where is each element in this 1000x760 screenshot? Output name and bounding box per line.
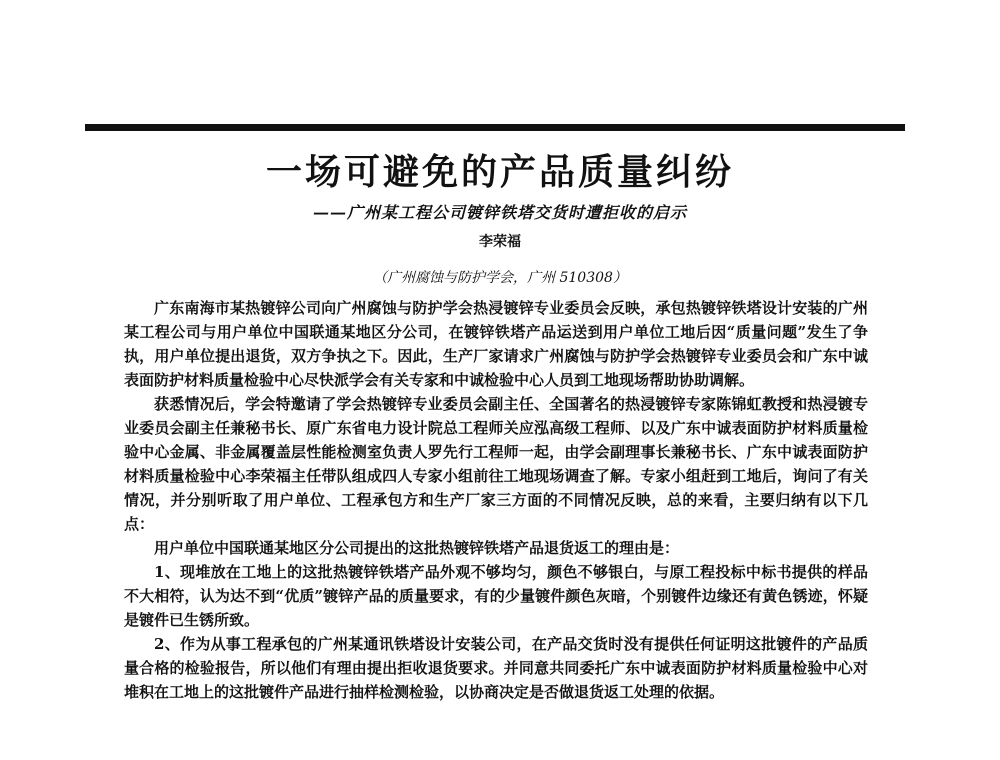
paragraph-2: 获悉情况后，学会特邀请了学会热镀锌专业委员会副主任、全国著名的热浸镀锌专家陈锦虹教授和热浸镀专业委员会副主任兼秘书长、原广东省电力设计院总工程师关应泓高级工程师、以及广东中诚表面防护材料质量检验中心金属、非金属覆盖层性能检测室负责人罗先行工程师一起，由学会副理事长兼秘书长、广东中诚表面防护材料质量检验中心李荣福主任带队组成四人专家小组前往工地现场调查了解。专家小组赶到工地后，询问了有关情况，并分别听取了用户单位、工程承包方和生产厂家三方面的不同情况反映，总的来看，主要归纳有以下几点：: [124, 395, 868, 533]
paragraph-4: 1、现堆放在工地上的这批热镀锌铁塔产品外观不够均匀，颜色不够银白，与原工程投标中标书提供的样品不大相符，认为达不到“优质”镀锌产品的质量要求，有的少量镀件颜色灰暗，个别镀件边缘还有黄色锈迹，怀疑是镀件已生锈所致。: [124, 563, 868, 629]
article-title: 一场可避免的产品质量纠纷: [265, 151, 734, 193]
article-subtitle: ——广州某工程公司镀锌铁塔交货时遭拒收的启示: [312, 203, 687, 222]
header-rule: [85, 124, 905, 131]
paragraph-5: 2、作为从事工程承包的广州某通讯铁塔设计安装公司，在产品交货时没有提供任何证明这批镀件的产品质量合格的检验报告，所以他们有理由提出拒收退货要求。并同意共同委托广东中诚表面防护材料质量检验中心对堆积在工地上的这批镀件产品进行抽样检测检验，以协商决定是否做退货返工处理的依据。: [124, 635, 868, 701]
paragraph-1: 广东南海市某热镀锌公司向广州腐蚀与防护学会热浸镀锌专业委员会反映，承包热镀锌铁塔设计安装的广州某工程公司与用户单位中国联通某地区分公司，在镀锌铁塔产品运送到用户单位工地后因“质量问题”发生了争执，用户单位提出退货，双方争执之下。因此，生产厂家请求广州腐蚀与防护学会热镀锌专业委员会和广东中诚表面防护材料质量检验中心尽快派学会有关专家和中诚检验中心人员到工地现场帮助协助调解。: [124, 299, 868, 389]
article-author: 李荣福: [479, 234, 521, 250]
paragraph-3: 用户单位中国联通某地区分公司提出的这批热镀锌铁塔产品退货返工的理由是：: [154, 539, 680, 557]
article-body: [124, 296, 868, 704]
author-affiliation: （广州腐蚀与防护学会，广州 510308）: [373, 270, 627, 286]
